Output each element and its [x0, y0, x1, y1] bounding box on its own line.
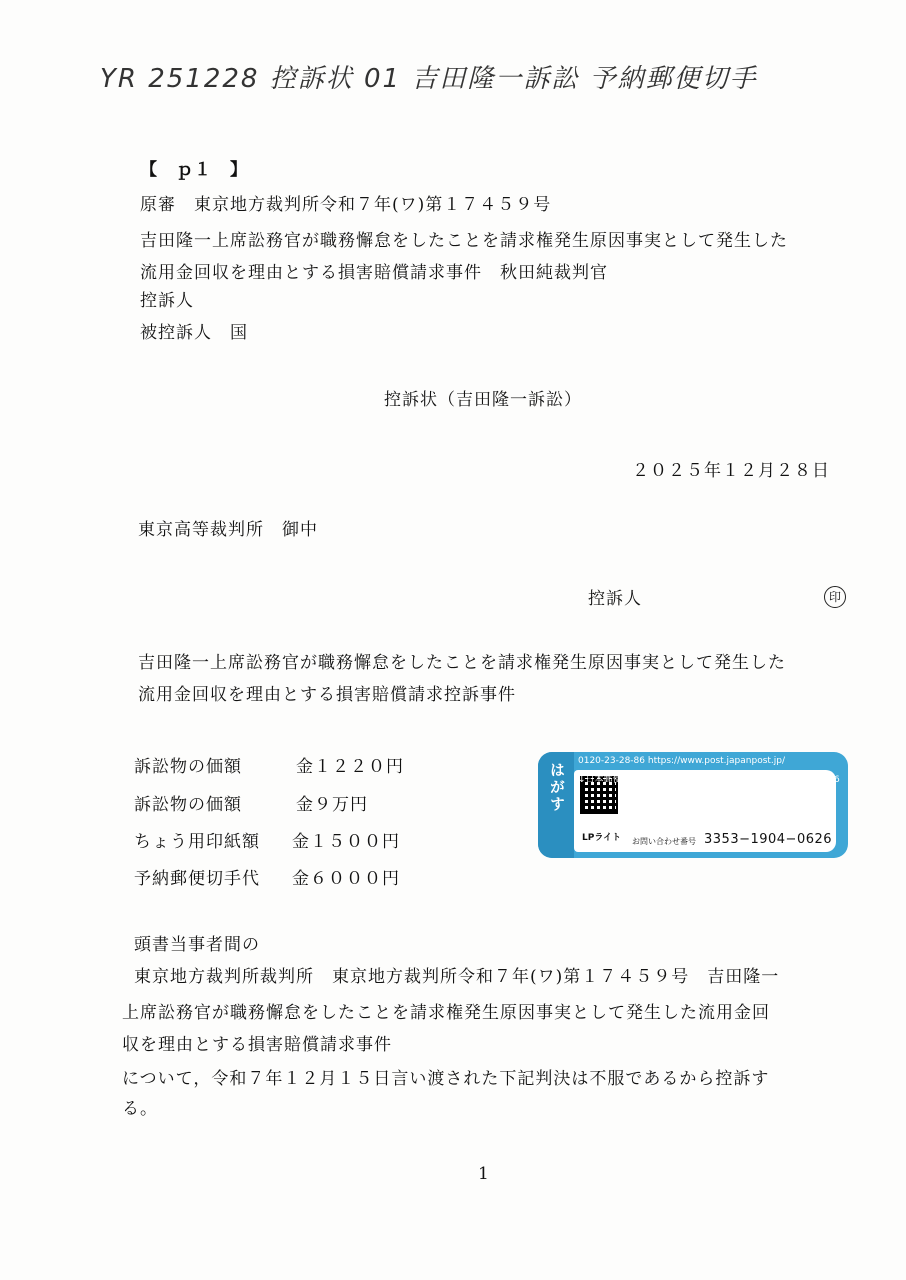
case-name-line-1: 吉田隆一上席訟務官が職務懈怠をしたことを請求権発生原因事実として発生した	[138, 653, 786, 673]
fee-label: ちょう用印紙額	[134, 832, 260, 852]
signature-label: 控訴人	[588, 589, 642, 609]
document-date: ２０２５年１２月２８日	[632, 461, 830, 481]
case-title-line-1: 吉田隆一上席訟務官が職務懈怠をしたことを請求権発生原因事実として発生した	[140, 231, 788, 251]
peel-label: はがす	[548, 762, 566, 813]
page-marker: 【 ｐ１ 】	[140, 160, 248, 180]
service-name: LPライト	[582, 833, 622, 843]
fee-label: 予納郵便切手代	[134, 869, 260, 889]
sticker-info: ↓日本郵便Webページはこちら。携帯電話からは0570-046-666	[578, 775, 840, 785]
postal-label-sticker	[538, 752, 848, 858]
page-number: 1	[478, 1164, 489, 1184]
fee-value: 金１５００円	[292, 832, 400, 852]
sticker-tab	[538, 752, 574, 858]
body-line-2: 東京地方裁判所裁判所 東京地方裁判所令和７年(ワ)第１７４５９号 吉田隆一	[134, 967, 780, 987]
appellant-label: 控訴人	[140, 291, 194, 311]
body-line-6: る。	[122, 1099, 158, 1119]
body-line-3: 上席訟務官が職務懈怠をしたことを請求権発生原因事実として発生した流用金回	[122, 1003, 770, 1023]
addressee: 東京高等裁判所 御中	[138, 520, 318, 540]
tracking-number: 3353−1904−0626	[704, 832, 833, 847]
fee-value: 金６０００円	[292, 869, 400, 889]
case-name-line-2: 流用金回収を理由とする損害賠償請求控訴事件	[138, 685, 516, 705]
sticker-phone-url: 0120-23-28-86 https://www.post.japanpost.jp/	[578, 756, 786, 766]
fee-label: 訴訟物の価額	[134, 757, 242, 777]
appellee-line: 被控訴人 国	[140, 323, 248, 343]
fee-value: 金１２２０円	[296, 757, 404, 777]
body-line-5: について，令和７年１２月１５日言い渡された下記判決は不服であるから控訴す	[122, 1069, 770, 1089]
fee-value: 金９万円	[296, 795, 368, 815]
original-case: 原審 東京地方裁判所令和７年(ワ)第１７４５９号	[140, 195, 552, 215]
body-line-1: 頭書当事者間の	[134, 935, 260, 955]
case-title-line-2: 流用金回収を理由とする損害賠償請求事件 秋田純裁判官	[140, 263, 608, 283]
document-title: 控訴状（吉田隆一訴訟）	[384, 390, 582, 410]
body-line-4: 収を理由とする損害賠償請求事件	[122, 1035, 392, 1055]
handwritten-note: YR 251228 控訴状 01 吉田隆一訴訟 予納郵便切手	[100, 64, 758, 94]
seal-mark: 印	[824, 586, 846, 608]
inquiry-label: お問い合わせ番号	[632, 837, 696, 846]
fee-label: 訴訟物の価額	[134, 795, 242, 815]
